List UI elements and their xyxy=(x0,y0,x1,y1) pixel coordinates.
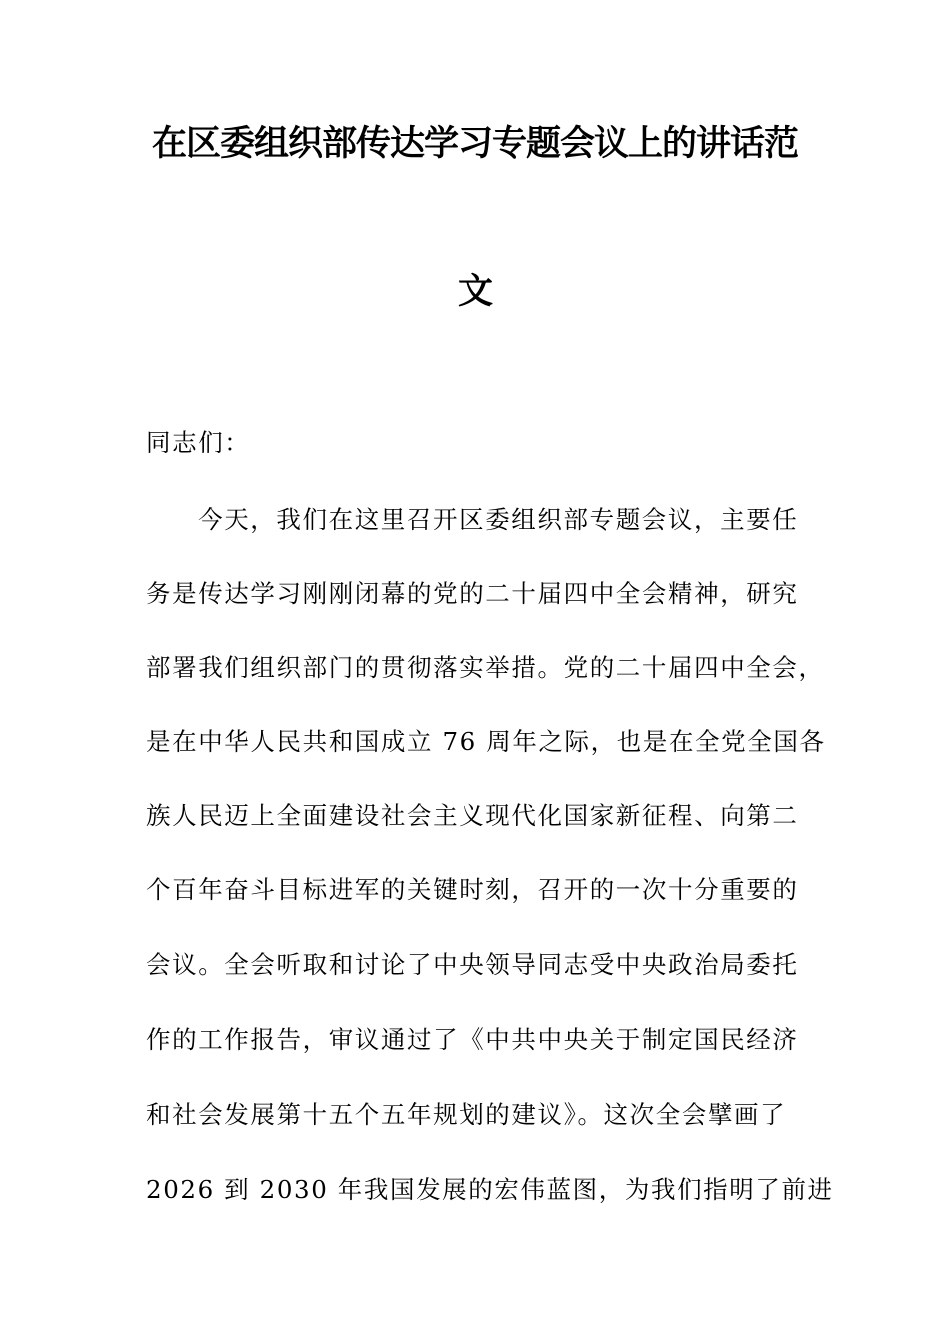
paragraph-line: 部署我们组织部门的贯彻落实举措。党的二十届四中全会， xyxy=(146,653,825,682)
salutation: 同志们： xyxy=(146,428,251,457)
paragraph-line: 务是传达学习刚刚闭幕的党的二十届四中全会精神，研究 xyxy=(146,579,799,608)
paragraph-line: 今天，我们在这里召开区委组织部专题会议，主要任 xyxy=(172,505,799,534)
document-title-line-1: 在区委组织部传达学习专题会议上的讲话范 xyxy=(151,124,798,164)
paragraph-line: 会议。全会听取和讨论了中央领导同志受中央政治局委托 xyxy=(146,950,799,979)
paragraph-line: 族人民迈上全面建设社会主义现代化国家新征程、向第二 xyxy=(146,801,799,830)
paragraph-line: 是在中华人民共和国成立 76 周年之际，也是在全党全国各 xyxy=(146,727,826,756)
paragraph-line: 和社会发展第十五个五年规划的建议》。这次全会擘画了 xyxy=(146,1100,787,1129)
paragraph-line: 个百年奋斗目标进军的关键时刻，召开的一次十分重要的 xyxy=(146,875,799,904)
paragraph-line: 2026 到 2030 年我国发展的宏伟蓝图，为我们指明了前进 xyxy=(146,1175,834,1204)
paragraph-line: 作的工作报告，审议通过了《中共中央关于制定国民经济 xyxy=(146,1025,799,1054)
document-title-line-2: 文 xyxy=(457,272,492,312)
